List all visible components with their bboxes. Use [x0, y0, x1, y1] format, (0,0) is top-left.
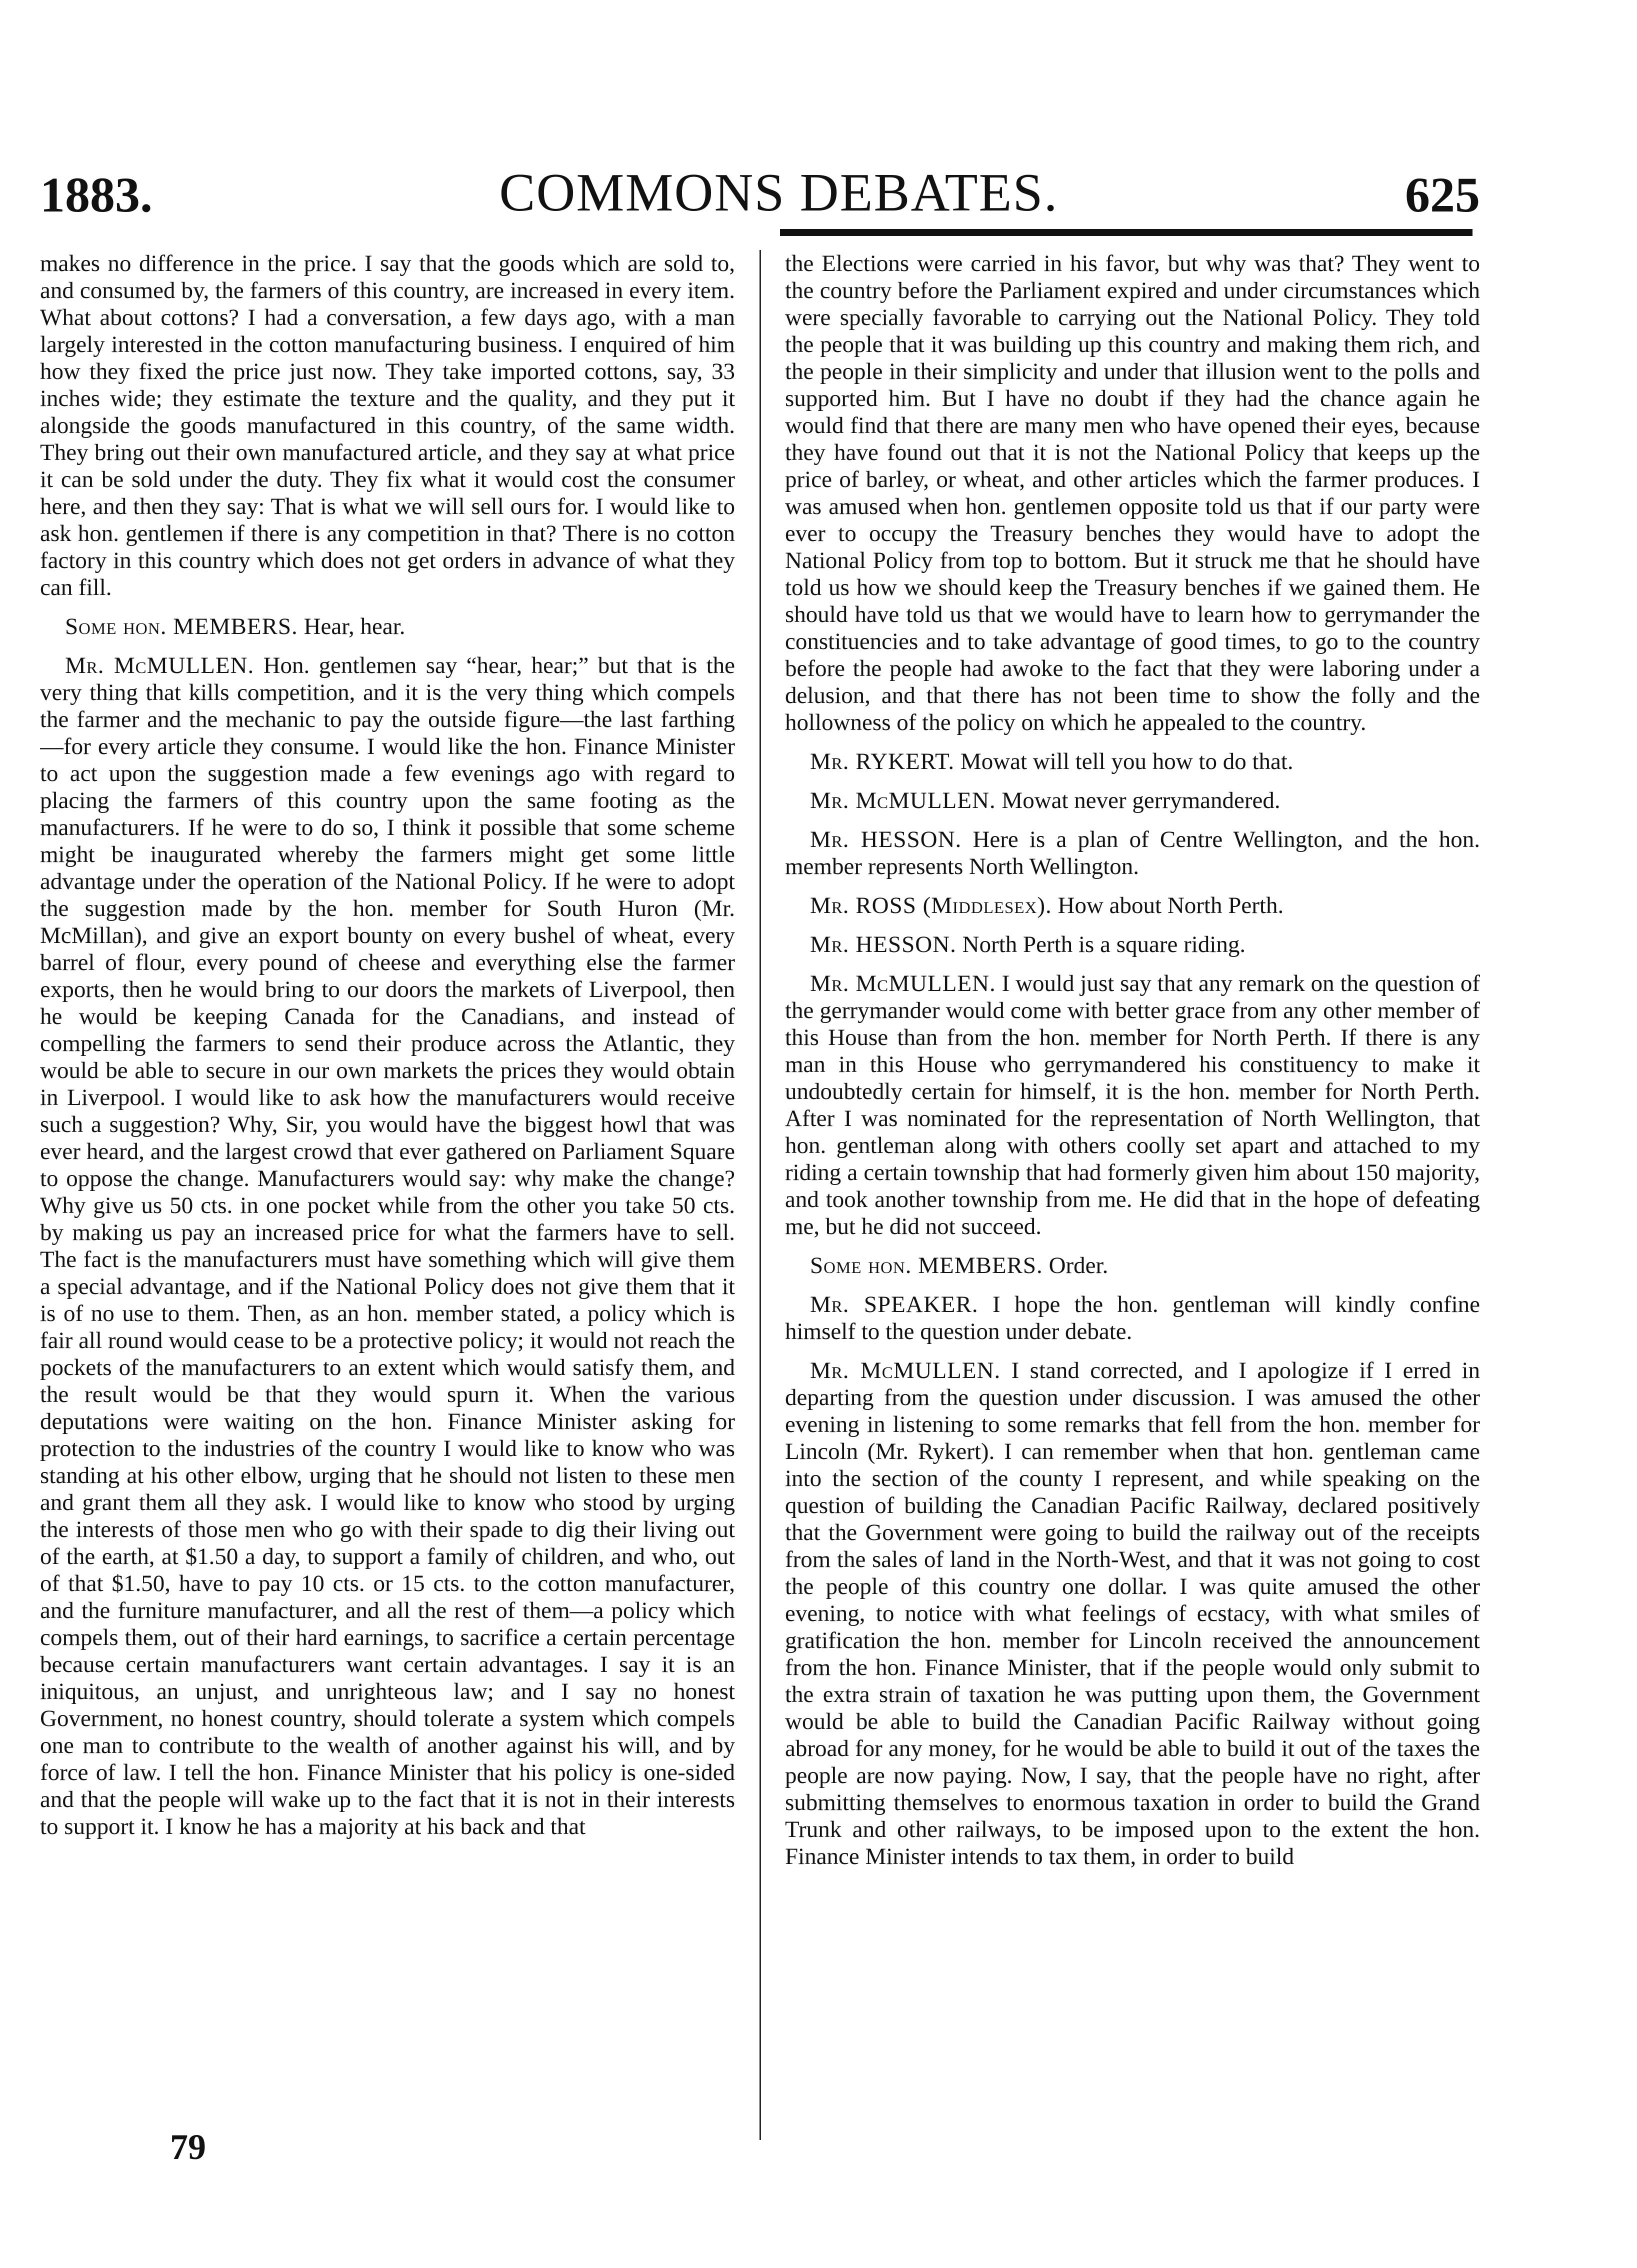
paragraph-text: Mowat will tell you how to do that. — [960, 748, 1294, 774]
speaker-name: Mr. McMULLEN. — [810, 970, 996, 996]
speaker-name: Some hon. MEMBERS. — [65, 614, 298, 640]
signature-mark: 79 — [170, 2127, 206, 2167]
paragraph-text: Mowat never gerrymandered. — [1002, 788, 1280, 814]
speaker-name: Mr. McMULLEN. — [65, 652, 254, 678]
paragraph — [785, 892, 1480, 919]
paragraph-text: Here is a plan of Centre Wellington, and the hon. member represents North Wellington. — [785, 826, 1480, 880]
paragraph — [785, 931, 1480, 958]
column-divider — [760, 250, 761, 2140]
header-year: 1883. — [40, 167, 152, 222]
paragraph — [40, 652, 735, 1840]
header-page-number: 625 — [1404, 167, 1480, 222]
paragraph — [785, 970, 1480, 1240]
paragraph — [40, 613, 735, 640]
paragraph-text: Hear, hear. — [304, 614, 406, 640]
paragraph-text: I would just say that any remark on the question of the gerrymander would come with better grace from any other member of this House than from the hon. member for North Perth. If there is any man in this House who gerrymandered his constituency to make it undoubtedly certain for himself, it is the hon. member for North Perth. After I was nominated for the representation of North Wellington, that hon. gentleman along with others coolly set apart and attached to my riding a certain township that had formerly given him about 150 majority, and took another township from me. He did that in the hope of defeating me, but he did not succeed. — [785, 970, 1480, 1240]
speaker-name: Mr. ROSS (Middlesex). — [810, 892, 1052, 918]
paragraph-text: North Perth is a square riding. — [962, 932, 1246, 958]
speaker-name: Mr. McMULLEN. — [810, 1358, 1001, 1384]
speaker-name: Mr. HESSON. — [810, 826, 962, 852]
right-column — [785, 250, 1480, 2140]
paragraph — [785, 250, 1480, 736]
paragraph — [785, 1357, 1480, 1870]
text-columns — [40, 250, 1480, 2140]
speaker-name: Some hon. MEMBERS. — [810, 1252, 1043, 1278]
speaker-name: Mr. McMULLEN. — [810, 788, 996, 814]
paragraph-text: the Elections were carried in his favor, but why was that? They went to the country before the Parliament expired and under circumstances which were specially favorable to carrying out the National Policy. They told the people that it was building up this country and making them rich, and the people in their simplicity and under that illusion went to the polls and supported him. But I have no doubt if they had the chance again he would find that there are many men who have opened their eyes, because they have found out that it is not the National Policy that keeps up the price of barley, or wheat, and other articles which the farmer produces. I was amused when hon. gentlemen opposite told us that if our party were ever to occupy the Treasury benches they would have to adopt the National Policy from top to bottom. But it struck me that he should have told us how we should keep the Treasury benches if we gained them. He should have told us that we would have to learn how to gerrymander the constituencies and to take advantage of good times, to go to the country before the people had awoke to the fact that they were laboring under a delusion, and that there has not been time to show the folly and the hollowness of the policy on which he appealed to the country. — [785, 250, 1480, 736]
paragraph — [785, 748, 1480, 775]
speaker-name: Mr. RYKERT. — [810, 748, 955, 774]
speaker-name: Mr. HESSON. — [810, 932, 956, 958]
header-rule — [780, 229, 1472, 236]
header-title: COMMONS DEBATES. — [499, 163, 1058, 222]
paragraph-text: How about North Perth. — [1058, 892, 1284, 918]
paragraph — [785, 1291, 1480, 1345]
speaker-name: Mr. SPEAKER. — [810, 1292, 978, 1318]
paragraph-text: I stand corrected, and I apologize if I erred in departing from the question under discussion. I was amused the other evening in listening to some remarks that fell from the hon. member for Lincoln (Mr. Rykert). I can remember when that hon. gentleman came into the section of the county I represent, and while speaking on the question of building the Canadian Pacific Railway, declared positively that the Government were going to build the railway out of the receipts from the sales of land in the North-West, and that it was not going to cost the people of this country one dollar. I was quite amused the other evening, to notice with what feelings of ecstacy, with what smiles of gratification the hon. member for Lincoln received the announcement from the hon. Finance Minister, that if the people would only submit to the extra strain of taxation he was putting upon them, the Government would be able to build the Canadian Pacific Railway without going abroad for any money, for he would be able to build it out of the taxes the people are now paying. Now, I say, that the people have no right, after submitting themselves to enormous taxation in order to build the Grand Trunk and other railways, to be imposed upon to the extent the hon. Finance Minister intends to tax them, in order to build — [785, 1358, 1480, 1870]
paragraph — [785, 787, 1480, 814]
paragraph-text: Order. — [1048, 1252, 1108, 1278]
page-header — [40, 150, 1480, 220]
paragraph — [785, 826, 1480, 880]
left-column — [40, 250, 735, 2140]
paragraph — [785, 1252, 1480, 1279]
paragraph-text: Hon. gentlemen say “hear, hear;” but that is the very thing that kills competition, and it is the very thing which compels the farmer and the mechanic to pay the outside figure—the last farthing—for every article they consume. I would like the hon. Finance Minister to act upon the suggestion made a few evenings ago with regard to placing the farmers of this country upon the same footing as the manufacturers. If he were to do so, I think it possible that some scheme might be inaugurated whereby the farmers might get some little advantage under the operation of the National Policy. If he were to adopt the suggestion made by the hon. member for South Huron (Mr. McMillan), and give an export bounty on every bushel of wheat, every barrel of flour, every pound of cheese and everything else the farmer exports, then he would bring to our doors the markets of Liverpool, then he would be keeping Canada for the Canadians, and instead of compelling the farmers to send their produce across the Atlantic, they would be able to secure in our own markets the prices they would obtain in Liverpool. I would like to ask how the manufacturers would receive such a suggestion? Why, Sir, you would have the biggest howl that was ever heard, and the largest crowd that ever gathered on Parliament Square to oppose the change. Manufacturers would say: why make the change? Why give us 50 cts. in one pocket while from the other you take 50 cts. by making us pay an increased price for what the farmers have to sell. The fact is the manufacturers must have something which will give them a special advantage, and if the National Policy does not give them that it is of no use to them. Then, as an hon. member stated, a policy which is fair all round would cease to be a protective policy; it would not reach the pockets of the manufacturers to an extent which would satisfy them, and the result would be that they would spurn it. When the various deputations were waiting on the hon. Finance Minister asking for protection to the industries of the country I would like to know who was standing at his other elbow, urging that he should not listen to these men and grant them all they ask. I would like to know who stood by urging the interests of those men who go with their spade to dig their living out of the earth, at $1.50 a day, to support a family of children, and who, out of that $1.50, have to pay 10 cts. or 15 cts. to the cotton manufacturer, and the furniture manufacturer, and all the rest of them—a policy which compels them, out of their hard earnings, to sacrifice a certain percentage because certain manufacturers want certain advantages. I say it is an iniquitous, an unjust, and unrighteous law; and I say no honest Government, no honest country, should tolerate a system which compels one man to contribute to the wealth of another against his will, and by force of law. I tell the hon. Finance Minister that his policy is one-sided and that the people will wake up to the fact that it is not in their interests to support it. I know he has a majority at his back and that — [40, 652, 735, 1840]
paragraph-text: makes no difference in the price. I say that the goods which are sold to, and consumed by, the farmers of this country, are increased in every item. What about cottons? I had a conversation, a few days ago, with a man largely interested in the cotton manufacturing business. I enquired of him how they fixed the price just now. They take imported cottons, say, 33 inches wide; they estimate the texture and the quality, and they put it alongside the goods manufactured in this country, of the same width. They bring out their own manufactured article, and they say at what price it can be sold under the duty. They fix what it would cost the consumer here, and then they say: That is what we will sell ours for. I would like to ask hon. gentlemen if there is any competition in that? There is no cotton factory in this country which does not get orders in advance of what they can fill. — [40, 250, 735, 600]
paragraph-text: I hope the hon. gentleman will kindly confine himself to the question under debate. — [785, 1292, 1480, 1344]
paragraph — [40, 250, 735, 601]
